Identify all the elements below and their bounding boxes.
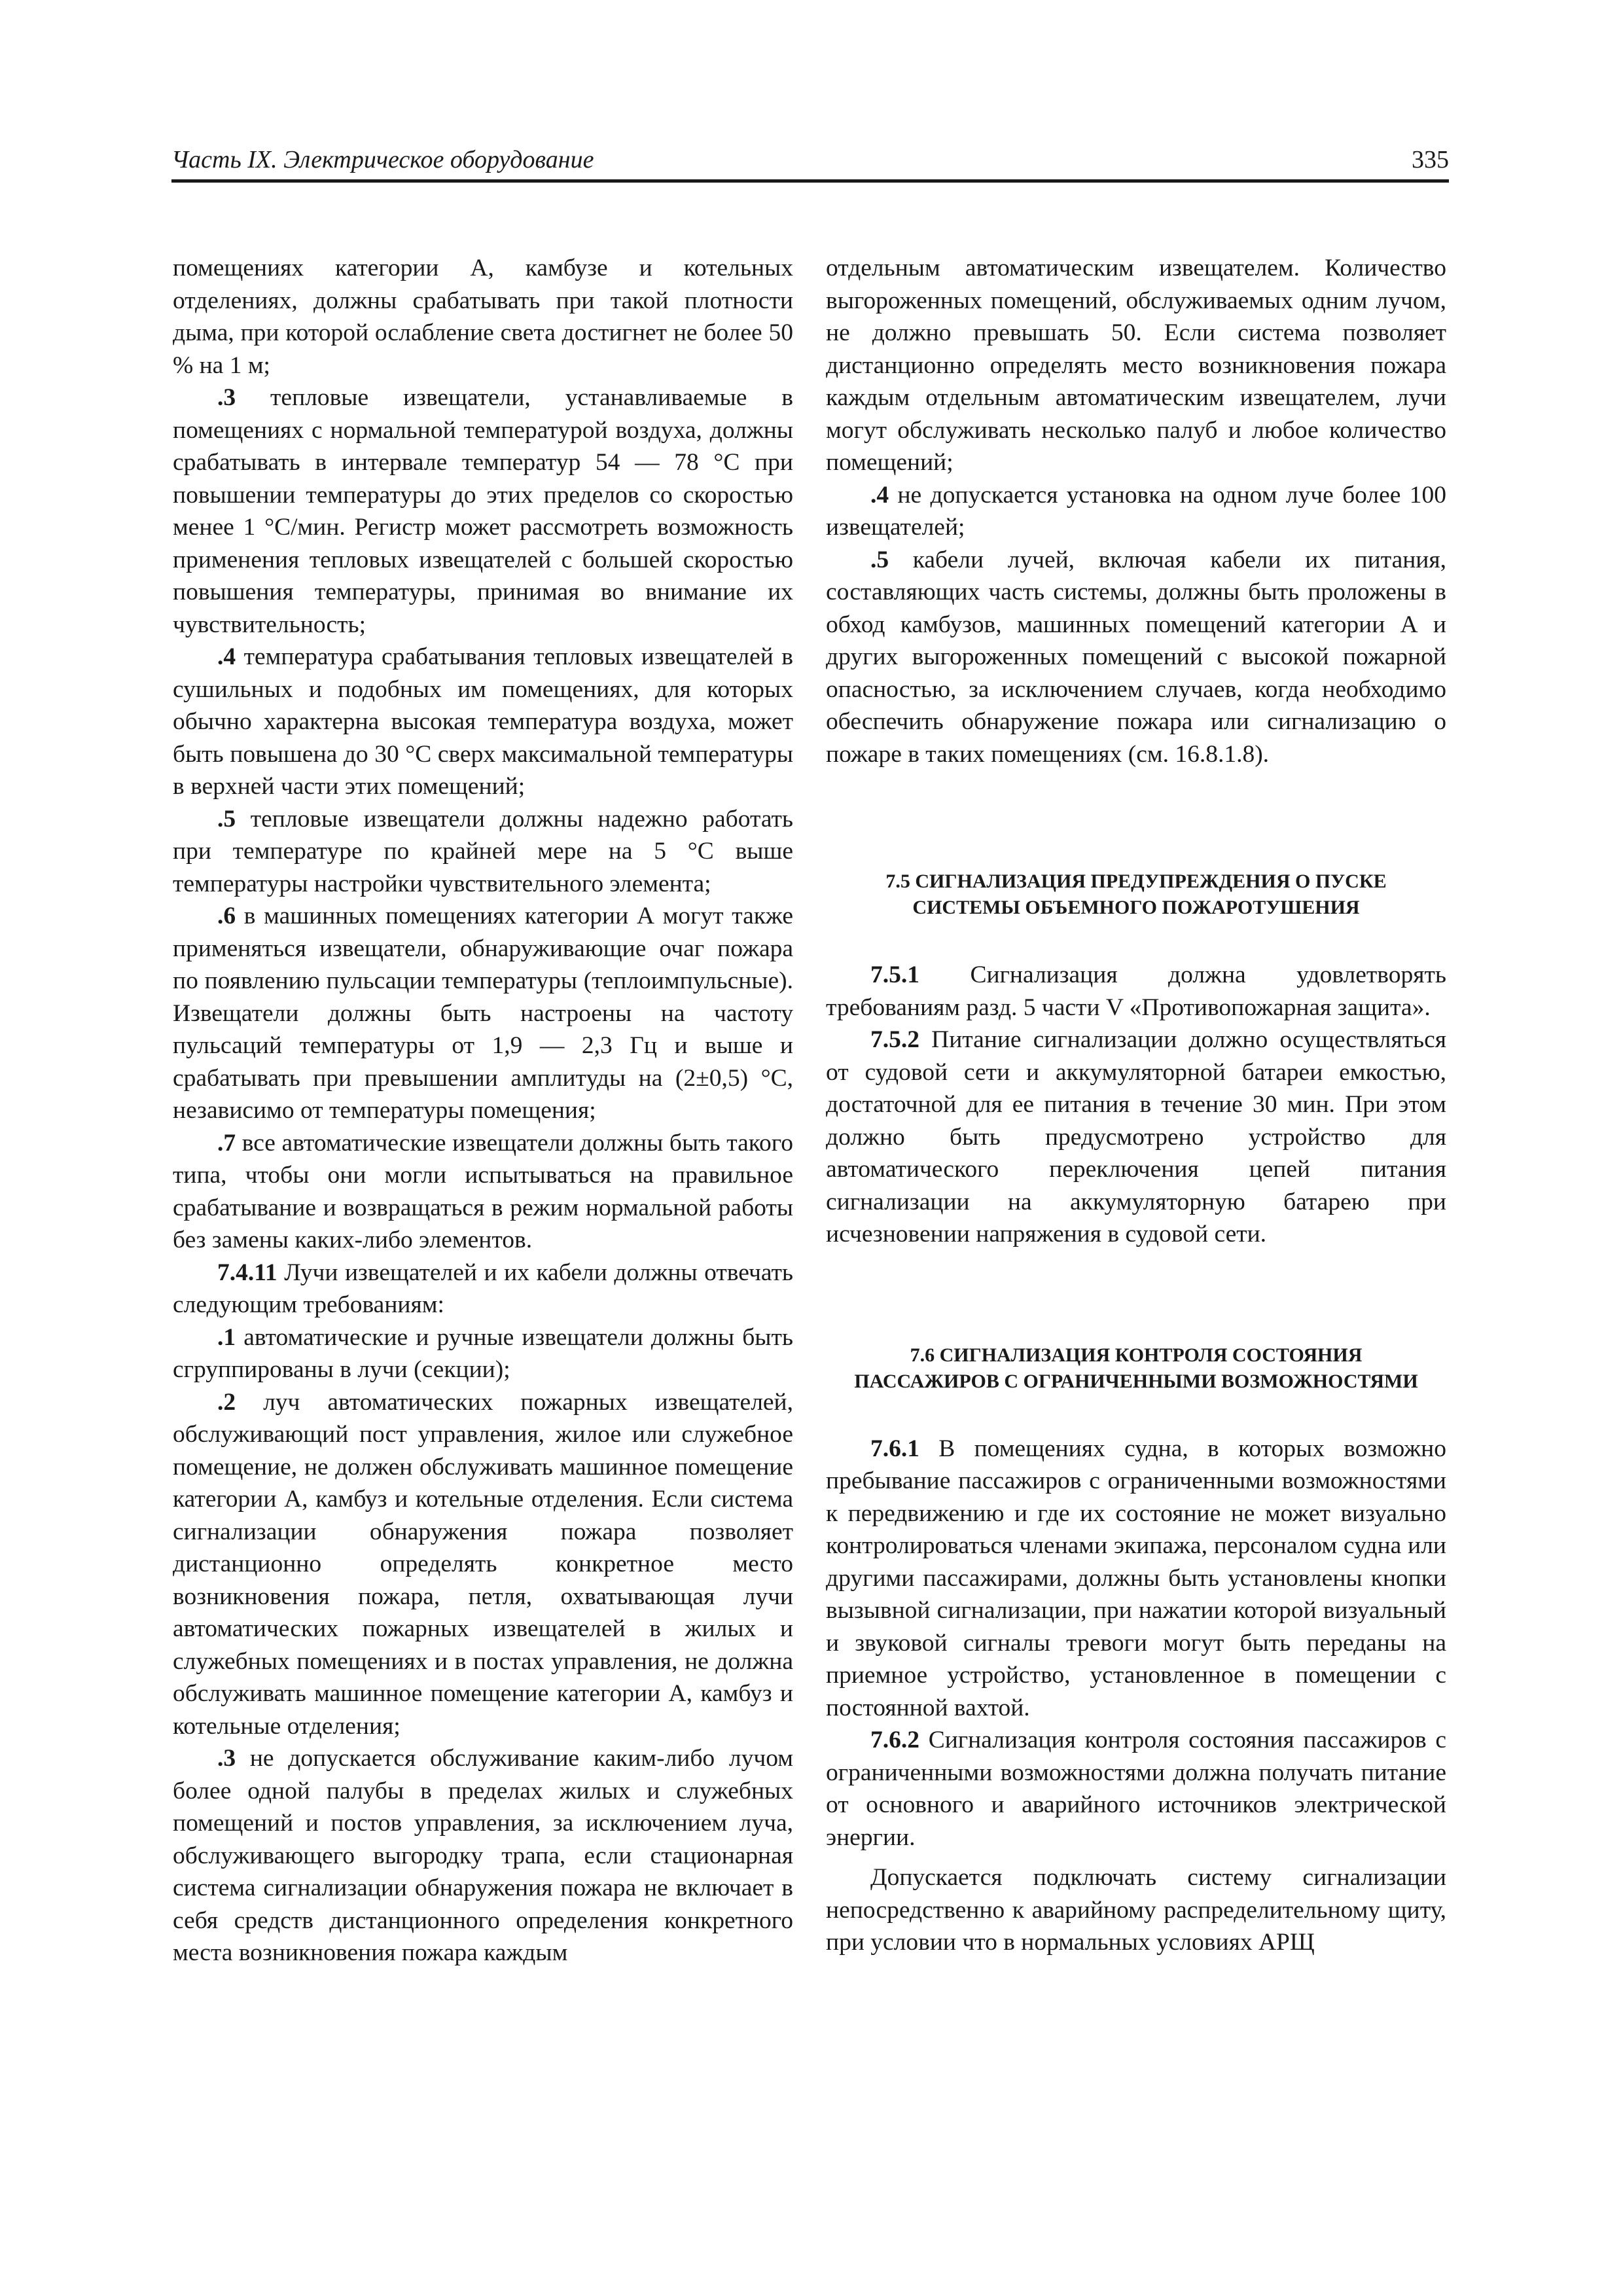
item-text: в машинных помещениях категории А могут также применяться извещатели, обнаруживающие очаг пожара по появлению пульсации температуры (теплоимпульсные). Извещатели должны быть настроены на частоту пульсаций температуры от 1,9 — 2,3 Гц и выше и срабатывать при превышении амплитуды на (2±0,5) °С, независимо от температуры помещения; [173,903,793,1124]
clause-number: 7.6.2 [870,1727,919,1753]
item-text: тепловые извещатели должны надежно работать при температуре по крайней мере на 5 °С выше температуры настройки чувствительного элемента; [173,805,793,897]
item-number: .3 [217,384,236,411]
right-column [826,252,1446,1959]
item-text: автоматические и ручные извещатели должны быть сгруппированы в лучи (секции); [173,1323,793,1383]
paragraph [173,382,793,641]
clause-number: 7.4.11 [217,1259,277,1286]
paragraph [826,1433,1446,1725]
item-text: все автоматические извещатели должны быть такого типа, чтобы они могли испытываться на правильное срабатывание и возвращаться в режим нормальной работы без замены каких-либо элементов. [173,1129,793,1253]
item-text: не допускается обслуживание каким-либо лучом более одной палубы в пределах жилых и служебных помещений и постов управления, за исключением луча, обслуживающего выгородку трапа, если стационарная система сигнализации обнаружения пожара не включает в себя средств дистанционного определения конкретного места возникновения пожара каждым [173,1745,793,1966]
page-number: 335 [1412,146,1449,173]
item-text: Питание сигнализации должно осуществляться от судовой сети и аккумуляторной батареи емкостью, достаточной для ее питания в течение 30 мин. При этом должно быть предусмотрено устройство для автоматического переключения цепей питания сигнализации на аккумуляторную батарею при исчезновении напряжения в судовой сети. [826,1026,1446,1247]
paragraph [173,1321,793,1386]
item-number: .5 [870,546,889,573]
heading-line: СИСТЕМЫ ОБЪЕМНОГО ПОЖАРОТУШЕНИЯ [912,897,1360,918]
paragraph [826,479,1446,544]
item-number: .1 [217,1323,236,1351]
paragraph [173,803,793,901]
heading-line: 7.6 СИГНАЛИЗАЦИЯ КОНТРОЛЯ СОСТОЯНИЯ [910,1344,1363,1366]
paragraph: помещениях категории А, камбузе и котельных отделениях, должны срабатывать при такой плотности дыма, при которой ослабление света достигнет не более 50 % на 1 м; [173,255,793,379]
section-heading-7-6 [826,1342,1446,1395]
paragraph [826,959,1446,1024]
item-number: .2 [217,1388,236,1416]
header-title: Часть IX. Электрическое оборудование [171,146,594,173]
clause-number: 7.6.1 [870,1435,919,1462]
item-number: .4 [217,643,236,670]
clause-number: 7.5.2 [870,1026,919,1053]
item-text: тепловые извещатели, устанавливаемые в помещениях с нормальной температурой воздуха, должны срабатывать в интервале температур 54 — 78 °С при повышении температуры до этих пределов со скоростью менее 1 °С/мин. Регистр может рассмотреть возможность применения тепловых извещателей с большей скоростью повышения температуры, принимая во внимание их чувствительность; [173,384,793,638]
item-text: луч автоматических пожарных извещателей, обслуживающий пост управления, жилое или служебное помещение, не должен обслуживать машинное помещение категории А, камбуз и котельные отделения. Если система сигнализации обнаружения пожара позволяет дистанционно определять конкретное место возникновения пожара, петля, охватывающая лучи автоматических пожарных извещателей в жилых и служебных помещениях и в постах управления, не должна обслуживать машинное помещение категории А, камбуз и котельные отделения; [173,1388,793,1740]
item-text: В помещениях судна, в которых возможно пребывание пассажиров с ограниченными возможностями к передвижению и где их состояние не может визуально контролироваться членами экипажа, персоналом судна или другими пассажирами, должны быть установлены кнопки вызывной сигнализации, при нажатии которой визуальный и звуковой сигналы тревоги могут быть переданы на приемное устройство, установленное в помещении с постоянной вахтой. [826,1435,1446,1721]
item-number: .5 [217,805,236,833]
item-number: .3 [217,1745,236,1772]
paragraph: отдельным автоматическим извещателем. Количество выгороженных помещений, обслуживаемых одним лучом, не должно превышать 50. Если система позволяет дистанционно определять место возникновения пожара каждым отдельным автоматическим извещателем, лучи могут обслуживать несколько палуб и любое количество помещений; [826,255,1446,476]
paragraph [826,544,1446,771]
paragraph [826,1024,1446,1251]
paragraph [173,1127,793,1257]
item-text: Сигнализация должна удовлетворять требованиям разд. 5 части V «Противопожарная защита». [826,961,1446,1021]
item-text: Сигнализация контроля состояния пассажиров с ограниченными возможностями должна получать питание от основного и аварийного источников электрической энергии. [826,1727,1446,1851]
clause-number: 7.5.1 [870,961,919,988]
paragraph [173,1742,793,1969]
paragraph [173,641,793,803]
paragraph [173,1257,793,1321]
paragraph [173,1386,793,1743]
item-text: не допускается установка на одном луче более 100 извещателей; [826,481,1446,541]
heading-line: ПАССАЖИРОВ С ОГРАНИЧЕННЫМИ ВОЗМОЖНОСТЯМИ [854,1370,1418,1392]
item-number: .7 [217,1129,236,1157]
item-text: температура срабатывания тепловых извещателей в сушильных и подобных им помещениях, для которых обычно характерна высокая температура воздуха, может быть повышена до 30 °С сверх максимальной температуры в верхней части этих помещений; [173,643,793,800]
paragraph: Допускается подключать систему сигнализации непосредственно к аварийному распределительному щиту, при условии что в нормальных условиях АРЩ [826,1864,1446,1956]
left-column [173,252,793,1969]
paragraph [826,1724,1446,1854]
item-text: кабели лучей, включая кабели их питания, составляющих часть системы, должны быть проложены в обход камбузов, машинных помещений категории А и других выгороженных помещений с высокой пожарной опасностью, за исключением случаев, когда необходимо обеспечить обнаружение пожара или сигнализацию о пожаре в таких помещениях (см. 16.8.1.8). [826,546,1446,768]
item-text: Лучи извещателей и их кабели должны отвечать следующим требованиям: [173,1259,793,1318]
item-number: .4 [870,481,889,509]
item-number: .6 [217,903,236,929]
page-header [171,145,1449,183]
paragraph [173,900,793,1127]
section-heading-7-5 [826,869,1446,921]
heading-line: 7.5 СИГНАЛИЗАЦИЯ ПРЕДУПРЕЖДЕНИЯ О ПУСКЕ [885,870,1387,892]
